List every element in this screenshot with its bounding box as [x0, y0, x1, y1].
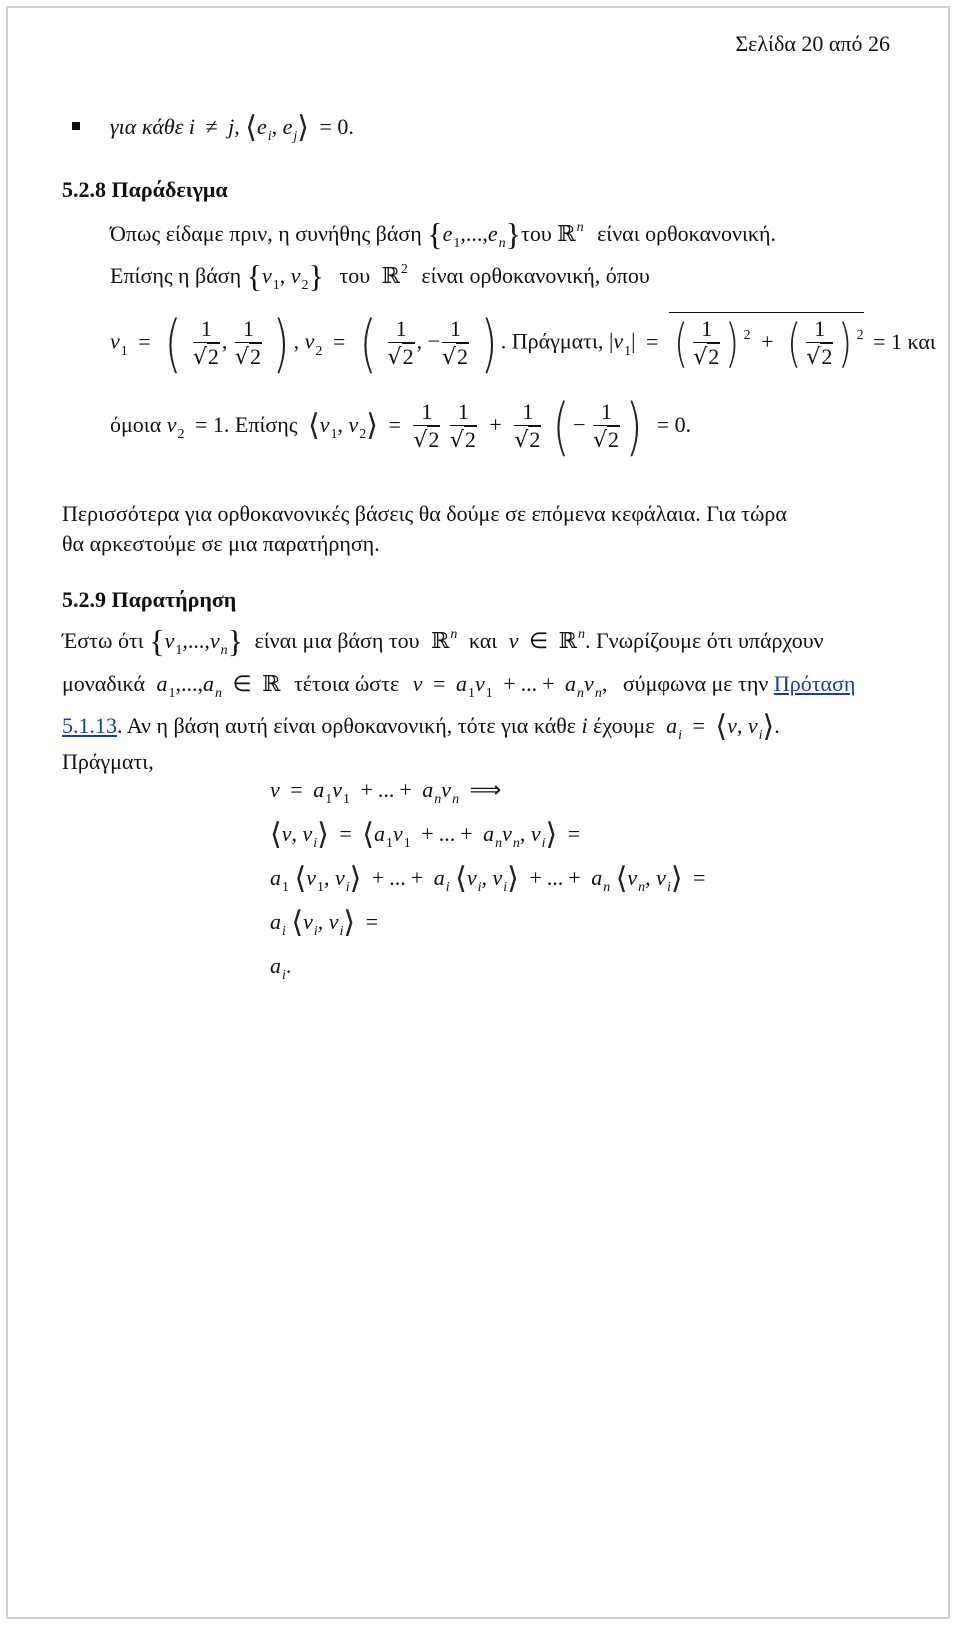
bullet-marker — [72, 122, 80, 130]
fraction: $\frac{1}{√2}$ — [806, 316, 833, 370]
pragmati-label: Πράγματι, — [62, 749, 154, 774]
remark-line-3: 5.1.13. Αν η βάση αυτή είναι ορθοκανονική, τότε για κάθε i έχουμε $a_i$ = ⟨v, $v_i⟩$. — [62, 709, 780, 744]
derivation-step-1: $v = a_1v_1$ + ... + $a_nv_n$ ⟹ — [270, 777, 502, 807]
fraction: $\frac{1}{√2}$ — [192, 315, 219, 370]
example-heading: 5.2.8 Παράδειγμα — [62, 177, 228, 202]
example-line-2: Επίσης η βάση {$v_1$, $v_2$} του ℝ$^2$ είναι ορθοκανονική, όπου — [110, 258, 650, 294]
bullet-line: για κάθε i ≠ j, $⟨e_i$, $e_j⟩ = 0$. — [110, 110, 354, 145]
example-line-4: όμοια $v_2 = 1$. Επίσης $⟨v_1$, $v_2⟩$ = $\frac{1}{√2}$ $\frac{1}{√2}$ + $\frac{1}{√2}$ ( − $\frac{1}{√2}$ ) = 0. — [110, 390, 692, 463]
derivation-step-2: ⟨v, $v_i⟩$ = $⟨a_1v_1$ + ... + $a_nv_n$, $v_i⟩$ = — [270, 817, 581, 852]
proposition-link[interactable]: Πρόταση — [773, 671, 856, 696]
derivation-step-4: $a_i$ $⟨v_i$, $v_i⟩$ = — [270, 905, 379, 940]
paragraph-line-1: Περισσότερα για ορθοκανονικές βάσεις θα δούμε σε επόμενα κεφάλαια. Για τώρα — [62, 501, 787, 526]
remark-line-2: μοναδικά $a_1,...,a_n$ ∈ ℝ τέτοια ώστε $v = a_1v_1$ + ... + $a_nv_n$, σύμφωνα με την Πρόταση — [62, 671, 856, 701]
derivation-step-3: $a_1$ $⟨v_1$, $v_i⟩$ + ... + $a_i$ $⟨v_i$, $v_i⟩$ + ... + $a_n$ $⟨v_n$, $v_i⟩$ = — [270, 861, 706, 896]
remark-heading: 5.2.9 Παρατήρηση — [62, 587, 237, 612]
fraction: $\frac{1}{√2}$ — [514, 399, 541, 453]
sqrt-expression: ( $\frac{1}{√2}$ ) $^2$ + ( $\frac{1}{√2}$ ) $^2$ — [669, 312, 864, 375]
paragraph-line-2: θα αρκεστούμε σε μια παρατήρηση. — [62, 531, 380, 556]
fraction: $\frac{1}{√2}$ — [593, 399, 620, 453]
fraction: $\frac{1}{√2}$ — [442, 315, 469, 370]
proposition-number-link[interactable]: 5.1.13 — [62, 713, 117, 738]
derivation-step-5: $a_i$. — [270, 953, 292, 983]
example-line-1: Όπως είδαμε πριν, η συνήθης βάση $\{e_1,...,e_n\}\tau o\upsilon$ ℝ$^n$ είναι ορθοκανονική. — [110, 216, 776, 252]
remark-line-1: Έστω ότι $\{v_1,...,v_n\}$ είναι μια βάση του ℝ$^n$ και v ∈ ℝ$^n$. Γνωρίζουμε ότι υπάρχουν — [62, 623, 824, 659]
fraction: $\frac{1}{√2}$ — [693, 316, 720, 370]
page-number: Σελίδα 20 από 26 — [735, 31, 890, 56]
fraction: $\frac{1}{√2}$ — [234, 315, 261, 370]
fraction: $\frac{1}{√2}$ — [413, 399, 440, 453]
fraction: $\frac{1}{√2}$ — [449, 399, 476, 453]
fraction: $\frac{1}{√2}$ — [387, 315, 414, 370]
example-vectors-line: $v_1$ = ( $\frac{1}{√2}$ , $\frac{1}{√2}$ ) , $v_2$ = ( $\frac{1}{√2}$ , − $\frac{1}{√2}$ ) . Πράγματι, $|v_1|$ = ( $\frac{1}{√2}$ ) $^2$ + ( $\frac{1}{√2}$ ) $^2$ = 1 και — [110, 306, 936, 380]
